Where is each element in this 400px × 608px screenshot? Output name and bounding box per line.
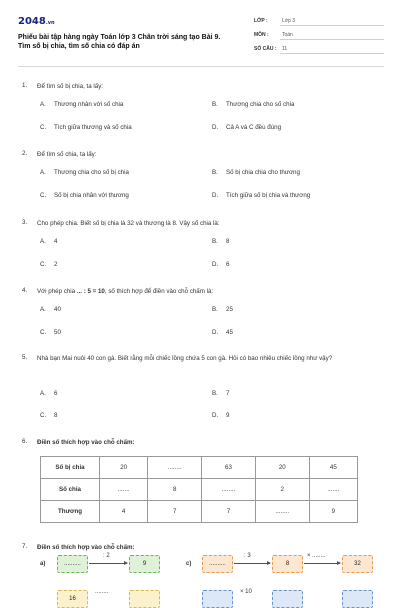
table-cell[interactable]: ........: [148, 457, 202, 479]
answer-box: 9: [129, 555, 160, 573]
question-text: Cho phép chia. Biết số bị chia là 32 và thương là 8. Vậy số chia là:: [37, 220, 220, 227]
table-cell: 2: [255, 479, 309, 501]
option-b[interactable]: B. 7: [212, 390, 230, 397]
logo-text: 2048: [18, 16, 46, 27]
answer-box: 32: [342, 555, 373, 573]
option-b[interactable]: B. Số bị chia chia cho thương: [212, 169, 300, 176]
option-d[interactable]: D. Tích giữa số bị chia và thương: [212, 192, 311, 199]
arrow: [234, 563, 270, 564]
meta-value: Lớp 3: [282, 18, 296, 24]
row-header: Thương: [41, 501, 100, 523]
arrow: [304, 563, 340, 564]
part-c-label: c): [186, 561, 192, 567]
table-cell[interactable]: ........: [202, 479, 256, 501]
question-number: 3.: [22, 219, 28, 226]
logo-suffix: .vn: [45, 20, 55, 26]
table-cell: 63: [202, 457, 256, 479]
option-a[interactable]: A. 4: [40, 238, 58, 245]
part-a-label: a): [40, 561, 46, 567]
table-cell: 7: [148, 501, 202, 523]
worksheet-title: Phiếu bài tập hàng ngày Toán lớp 3 Chân trời sáng tạo Bài 9. Tìm số bị chia, tìm số chia có đáp án: [18, 34, 221, 50]
option-d[interactable]: D. 9: [212, 412, 230, 419]
table-cell: 45: [309, 457, 357, 479]
answer-box: 16: [57, 590, 88, 608]
option-c[interactable]: C. 50: [40, 329, 61, 336]
operation-label: × ........: [307, 553, 326, 559]
answer-box: 8: [272, 555, 303, 573]
question-number: 6.: [22, 438, 28, 445]
option-d[interactable]: D. 6: [212, 261, 230, 268]
question-number: 2.: [22, 150, 28, 157]
question-text: Để tìm số chia, ta lấy:: [37, 151, 97, 158]
equation: ... : 5 = 10: [76, 288, 105, 295]
option-a[interactable]: A. 6: [40, 390, 58, 397]
option-b[interactable]: B. 25: [212, 306, 233, 313]
answer-box[interactable]: [202, 590, 233, 608]
question-text: Điền số thích hợp vào chỗ chấm:: [37, 439, 135, 446]
table-row: [41, 501, 358, 523]
answer-box[interactable]: ..........: [57, 555, 88, 573]
option-a[interactable]: A. Thương nhân với số chia: [40, 101, 124, 108]
operation-label: × 10: [240, 589, 252, 595]
table-cell: 7: [202, 501, 256, 523]
table-cell: 9: [309, 501, 357, 523]
operation-label: ........: [95, 589, 109, 595]
meta-label: SỐ CÂU :: [254, 46, 277, 52]
table-cell: 8: [148, 479, 202, 501]
option-a[interactable]: A. Thương chia cho số bị chia: [40, 169, 129, 176]
table-cell[interactable]: .......: [309, 479, 357, 501]
option-a[interactable]: A. 40: [40, 306, 61, 313]
divider: [18, 66, 384, 67]
table-cell: 20: [100, 457, 148, 479]
table-cell: 4: [100, 501, 148, 523]
meta-class: [254, 17, 384, 26]
division-table: [40, 456, 358, 523]
option-c[interactable]: C. Tích giữa thương và số chia: [40, 124, 132, 131]
meta-subject: [254, 31, 384, 40]
operation-label: : 2: [103, 553, 110, 559]
operation-label: : 3: [244, 553, 251, 559]
arrow: [89, 563, 127, 564]
answer-box[interactable]: [342, 590, 373, 608]
option-d[interactable]: D. Cả A và C đều đúng: [212, 124, 282, 131]
meta-count: [254, 45, 384, 54]
option-c[interactable]: C. Số bị chia nhân với thương: [40, 192, 129, 199]
question-text: Nhà bạn Mai nuôi 40 con gà. Biết rằng mỗi chiếc lồng chứa 5 con gà. Hỏi có bao nhiêu chiếc lồng như vậy?: [37, 355, 333, 362]
option-c[interactable]: C. 8: [40, 412, 58, 419]
logo: [18, 16, 55, 27]
meta-value: Toán: [282, 32, 293, 38]
meta-label: LỚP :: [254, 18, 268, 24]
option-c[interactable]: C. 2: [40, 261, 58, 268]
answer-box[interactable]: ..........: [202, 555, 233, 573]
question-number: 5.: [22, 354, 28, 361]
table-row: [41, 479, 358, 501]
table-row: [41, 457, 358, 479]
row-header: Số chia: [41, 479, 100, 501]
table-cell[interactable]: .......: [100, 479, 148, 501]
option-b[interactable]: B. 8: [212, 238, 230, 245]
meta-value: 11: [282, 46, 288, 52]
question-number: 4.: [22, 287, 28, 294]
question-number: 1.: [22, 82, 28, 89]
answer-box[interactable]: [272, 590, 303, 608]
table-cell[interactable]: ........: [255, 501, 309, 523]
header: [18, 16, 384, 60]
option-d[interactable]: D. 45: [212, 329, 233, 336]
question-text: Điền số thích hợp vào chỗ chấm:: [37, 544, 135, 551]
option-b[interactable]: B. Thương chia cho số chia: [212, 101, 295, 108]
row-header: Số bị chia: [41, 457, 100, 479]
question-text: Để tìm số bị chia, ta lấy:: [37, 83, 104, 90]
question-number: 7.: [22, 543, 28, 550]
question-text: Với phép chia ... : 5 = 10, số thích hợp để điền vào chỗ chấm là:: [37, 288, 214, 295]
answer-box[interactable]: [129, 590, 160, 608]
table-cell: 20: [255, 457, 309, 479]
meta-label: MÔN :: [254, 32, 269, 38]
